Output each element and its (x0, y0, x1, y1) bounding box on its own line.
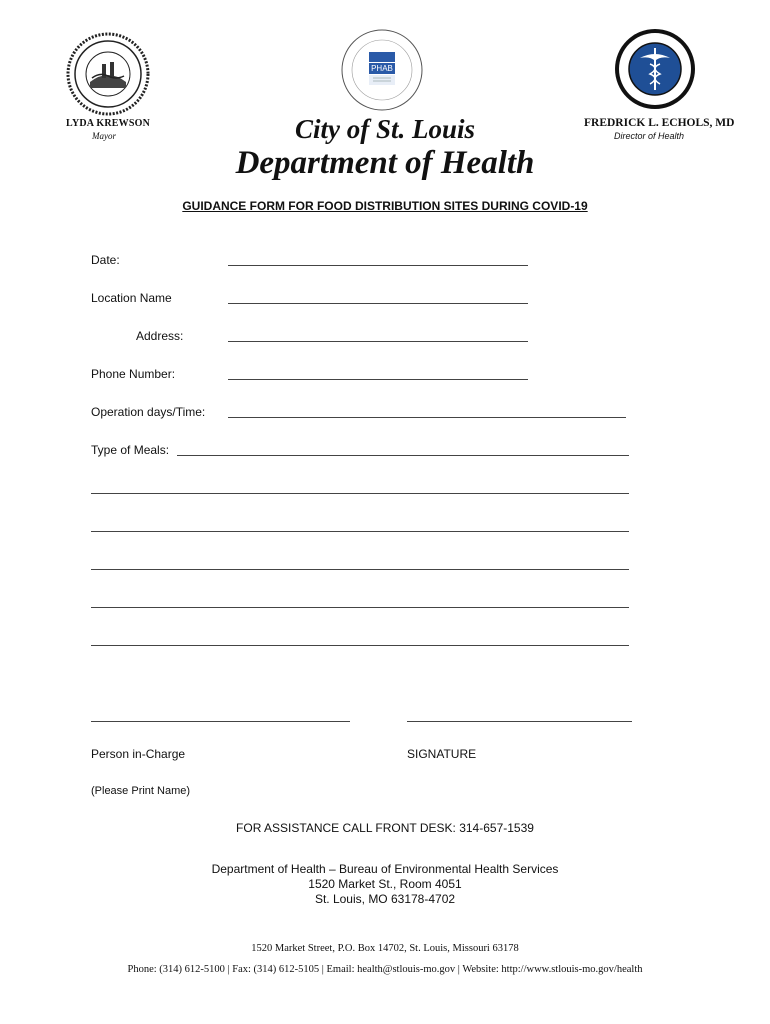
signature-label: SIGNATURE (407, 747, 477, 761)
mayor-name: LYDA KREWSON (66, 118, 150, 129)
footer-contact: Phone: (314) 612-5100 | Fax: (314) 612-5105 | Email: health@stlouis-mo.gov | Website: http://www.stlouis-mo.gov/health (127, 964, 643, 975)
print-name-note: (Please Print Name) (91, 785, 191, 797)
bureau-line-1: Department of Health – Bureau of Environmental Health Services (211, 862, 559, 876)
meals-line-6[interactable] (91, 645, 629, 646)
city-seal-icon (66, 32, 150, 116)
address-label: Address: (136, 329, 184, 343)
phone-field[interactable] (228, 379, 528, 380)
operation-field[interactable] (228, 417, 626, 418)
phab-badge-text: PHAB (371, 64, 393, 73)
form-title: GUIDANCE FORM FOR FOOD DISTRIBUTION SITES DURING COVID-19 (182, 199, 588, 213)
meals-line-5[interactable] (91, 607, 629, 608)
meals-line-3[interactable] (91, 531, 629, 532)
person-in-charge-label: Person in-Charge (91, 747, 186, 761)
location-label: Location Name (91, 291, 172, 305)
operation-label: Operation days/Time: (91, 405, 206, 419)
date-field[interactable] (228, 265, 528, 266)
meals-field[interactable] (177, 455, 629, 456)
meals-label: Type of Meals: (91, 443, 170, 457)
person-in-charge-field[interactable] (91, 721, 350, 722)
phone-label: Phone Number: (91, 367, 176, 381)
date-label: Date: (91, 253, 120, 267)
signature-field[interactable] (407, 721, 632, 722)
director-name: FREDRICK L. ECHOLS, MD (584, 117, 735, 129)
department-title: Department of Health (235, 145, 535, 181)
footer-address: 1520 Market Street, P.O. Box 14702, St. Louis, Missouri 63178 (251, 943, 519, 954)
city-title: City of St. Louis (294, 114, 476, 144)
department-of-health-seal-icon (614, 28, 696, 110)
meals-line-4[interactable] (91, 569, 629, 570)
director-title: Director of Health (614, 131, 685, 141)
meals-line-2[interactable] (91, 493, 629, 494)
bureau-line-3: St. Louis, MO 63178-4702 (314, 892, 456, 906)
location-field[interactable] (228, 303, 528, 304)
mayor-title: Mayor (92, 131, 116, 141)
phab-accreditation-icon (340, 28, 424, 112)
bureau-line-2: 1520 Market St., Room 4051 (308, 877, 462, 891)
address-field[interactable] (228, 341, 528, 342)
assistance-line: FOR ASSISTANCE CALL FRONT DESK: 314-657-1539 (236, 821, 534, 835)
